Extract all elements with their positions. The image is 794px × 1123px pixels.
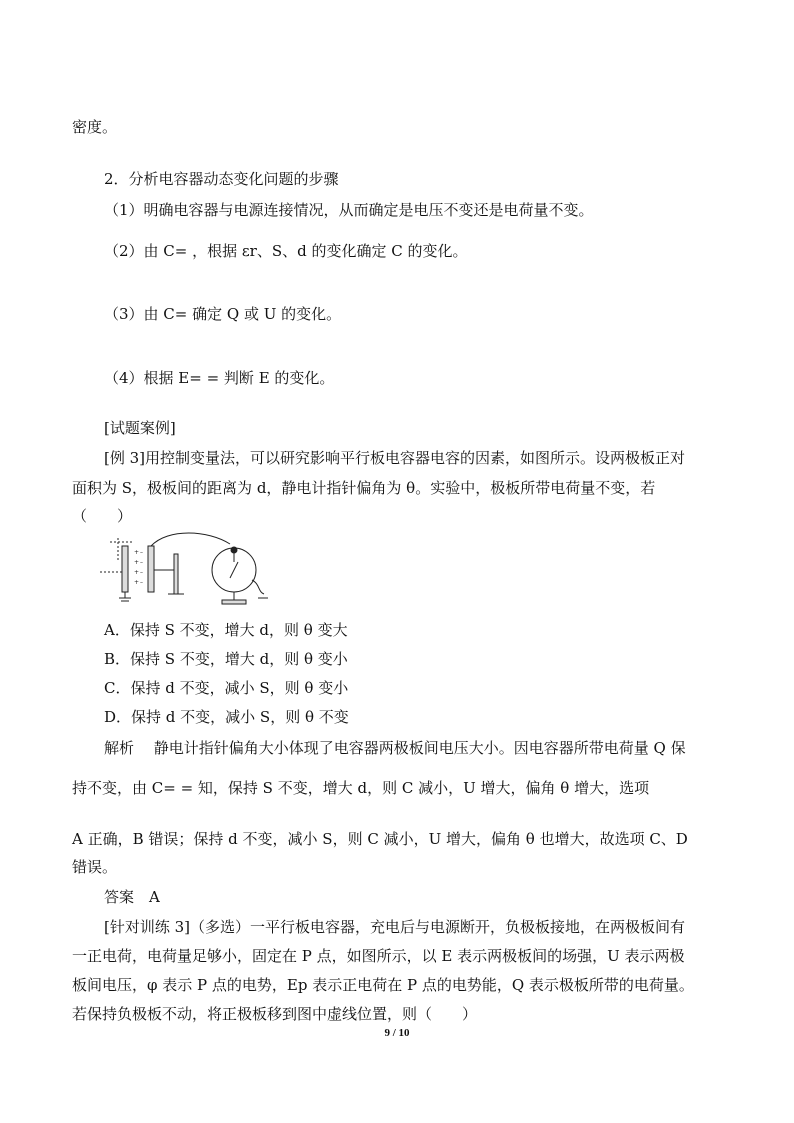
option-a: A．保持 S 不变，增大 d，则 θ 变大 bbox=[104, 621, 348, 639]
training-text: 一正电荷，电荷量足够小，固定在 P 点，如图所示，以 E 表示两极板间的场强，U 表示两极 bbox=[72, 947, 685, 965]
text-line: 密度。 bbox=[72, 118, 118, 136]
answer-blank: （ ） bbox=[72, 507, 133, 525]
svg-text:+: + bbox=[134, 579, 140, 586]
svg-text:–: – bbox=[140, 549, 143, 556]
svg-text:–: – bbox=[140, 579, 143, 586]
svg-text:+: + bbox=[134, 569, 140, 576]
capacitor-electrometer-figure bbox=[98, 532, 270, 608]
example-text: [例 3]用控制变量法，可以研究影响平行板电容器电容的因素，如图所示。设两极板正对 bbox=[104, 449, 686, 467]
training-text: [针对训练 3]（多选）一平行板电容器，充电后与电源断开，负极板接地，在两极板间有 bbox=[104, 918, 686, 936]
svg-text:+: + bbox=[134, 549, 140, 556]
svg-text:–: – bbox=[140, 569, 143, 576]
step-2: （2）由 C= ，根据 εr、S、d 的变化确定 C 的变化。 bbox=[104, 242, 468, 260]
svg-text:+: + bbox=[134, 559, 140, 566]
svg-text:–: – bbox=[140, 559, 143, 566]
option-d: D．保持 d 不变，减小 S，则 θ 不变 bbox=[104, 708, 349, 726]
step-4: （4）根据 E= = 判断 E 的变化。 bbox=[104, 369, 335, 387]
step-1: （1）明确电容器与电源连接情况，从而确定是电压不变还是电荷量不变。 bbox=[104, 201, 594, 219]
training-text: 若保持负极板不动，将正极板移到图中虚线位置，则（ ） bbox=[72, 1005, 478, 1023]
section-heading: 2．分析电容器动态变化问题的步骤 bbox=[104, 170, 339, 188]
step-3: （3）由 C= 确定 Q 或 U 的变化。 bbox=[104, 305, 342, 323]
training-text: 板间电压，φ 表示 P 点的电势，Ep 表示正电荷在 P 点的电势能，Q 表示极板所带的电荷量。 bbox=[72, 976, 694, 994]
analysis-text: 解析 静电计指针偏角大小体现了电容器两极板间电压大小。因电容器所带电荷量 Q 保 bbox=[104, 739, 686, 757]
analysis-text: 持不变，由 C= = 知，保持 S 不变，增大 d，则 C 减小，U 增大，偏角 θ 增大，选项 bbox=[72, 779, 650, 797]
page-number: 9 / 10 bbox=[384, 1027, 410, 1039]
example-label: [试题案例] bbox=[104, 419, 176, 437]
analysis-text: A 正确，B 错误；保持 d 不变，减小 S，则 C 减小，U 增大，偏角 θ 也增大，故选项 C、D bbox=[72, 830, 688, 848]
analysis-text: 错误。 bbox=[72, 858, 118, 876]
option-b: B．保持 S 不变，增大 d，则 θ 变小 bbox=[104, 650, 348, 668]
option-c: C．保持 d 不变，减小 S，则 θ 变小 bbox=[104, 679, 349, 697]
answer-text: 答案 A bbox=[104, 888, 160, 906]
example-text: 面积为 S，极板间的距离为 d，静电计指针偏角为 θ。实验中，极板所带电荷量不变，若 bbox=[72, 479, 656, 497]
